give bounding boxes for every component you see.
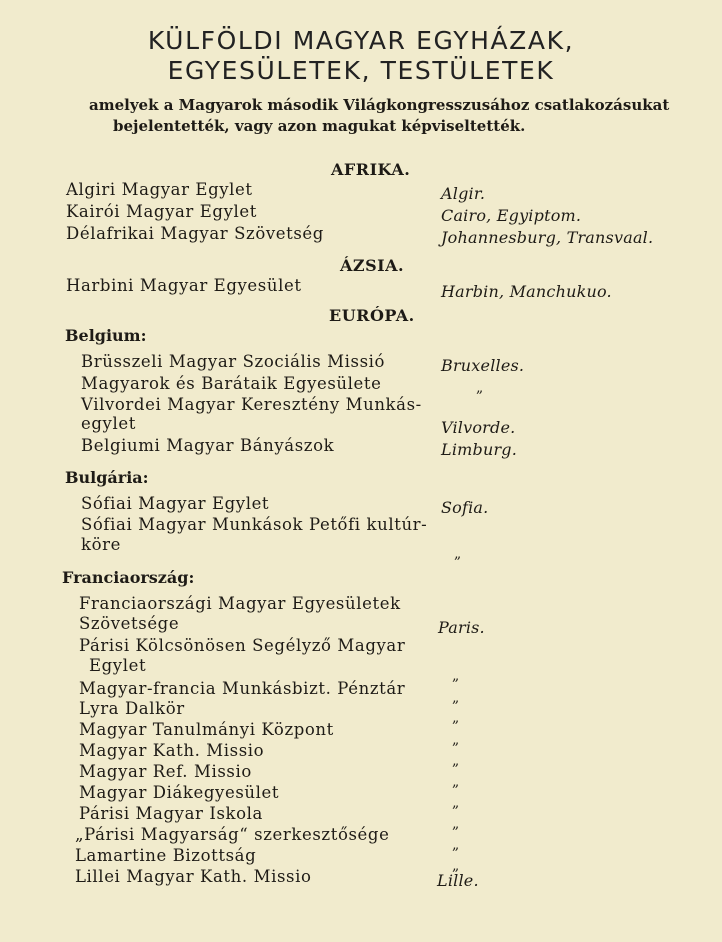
list-item-name: Lyra Dalkör	[79, 699, 185, 718]
list-item-location-ditto: „	[452, 795, 460, 811]
country-heading-belgium: Belgium:	[65, 326, 147, 345]
region-heading-europa: EURÓPA.	[329, 306, 415, 325]
list-item-name: Délafrikai Magyar Szövetség	[66, 224, 324, 243]
list-item-location-ditto: „	[452, 690, 460, 706]
list-item-name: Magyar-francia Munkásbizt. Pénztár	[79, 679, 406, 698]
list-item-location-ditto: „	[454, 546, 462, 562]
country-heading-franciaorszag: Franciaország:	[62, 568, 195, 587]
list-item-location-ditto: „	[452, 753, 460, 769]
list-item-name: Algiri Magyar Egylet	[66, 180, 253, 199]
list-item-location-ditto: „	[452, 710, 460, 726]
list-item-name: Magyar Ref. Missio	[79, 762, 252, 781]
list-item-name: Magyar Kath. Missio	[79, 741, 265, 760]
list-item-location: Harbin, Manchukuo.	[441, 282, 612, 301]
list-item-location-ditto: „	[452, 816, 460, 832]
list-item-location: Lille.	[437, 871, 479, 890]
list-item-location: Cairo, Egyiptom.	[441, 206, 582, 225]
subtitle-line-1: amelyek a Magyarok második Világkongresszusához csatlakozásukat	[89, 96, 670, 114]
list-item-location: Limburg.	[441, 440, 518, 459]
list-item-location: Sofia.	[441, 498, 489, 517]
list-item-location: Algir.	[441, 184, 486, 203]
list-item-name-continued: egylet	[81, 414, 136, 433]
region-heading-afrika: AFRIKA.	[331, 160, 411, 179]
list-item-location-ditto: „	[476, 380, 484, 396]
list-item-location: Vilvorde.	[441, 418, 516, 437]
list-item-name-continued: Szövetsége	[79, 614, 180, 633]
list-item-name: Magyar Diákegyesület	[79, 783, 280, 802]
list-item-name: Lillei Magyar Kath. Missio	[75, 867, 312, 886]
list-item-name: Harbini Magyar Egyesület	[66, 276, 302, 295]
list-item-name: Kairói Magyar Egylet	[66, 202, 257, 221]
list-item-location-ditto: „	[452, 774, 460, 790]
list-item-name: Sófiai Magyar Egylet	[81, 494, 270, 513]
list-item-name: Franciaországi Magyar Egyesületek	[79, 594, 401, 613]
list-item-location-ditto: „	[452, 668, 460, 684]
region-heading-azsia: ÁZSIA.	[340, 256, 405, 275]
list-item-name-continued: köre	[81, 535, 121, 554]
list-item-name: Belgiumi Magyar Bányászok	[81, 436, 335, 455]
page-title-line-1: KÜLFÖLDI MAGYAR EGYHÁZAK,	[147, 26, 575, 55]
list-item-name-continued: Egylet	[89, 656, 147, 675]
list-item-location-ditto: „	[452, 732, 460, 748]
subtitle-line-2: bejelentették, vagy azon magukat képviseltették.	[113, 117, 526, 135]
page-title-line-2: EGYESÜLETEK, TESTÜLETEK	[167, 56, 555, 85]
list-item-name: Párisi Kölcsönösen Segélyző Magyar	[79, 636, 406, 655]
list-item-location-ditto: „	[452, 837, 460, 853]
list-item-name: Brüsszeli Magyar Szociális Missió	[81, 352, 386, 371]
list-item-location: Johannesburg, Transvaal.	[441, 228, 654, 247]
list-item-location: Bruxelles.	[441, 356, 525, 375]
list-item-name: Párisi Magyar Iskola	[79, 804, 263, 823]
list-item-name: Sófiai Magyar Munkások Petőfi kultúr-	[81, 515, 428, 534]
list-item-name: Vilvordei Magyar Keresztény Munkás-	[81, 395, 422, 414]
list-item-name: Magyar Tanulmányi Központ	[79, 720, 334, 739]
list-item-name: Lamartine Bizottság	[75, 846, 257, 865]
list-item-location: Paris.	[438, 618, 485, 637]
list-item-name: Magyarok és Barátaik Egyesülete	[81, 374, 382, 393]
list-item-name: „Párisi Magyarság“ szerkesztősége	[75, 825, 390, 844]
list-item-location-ditto: „	[452, 858, 460, 874]
country-heading-bulgaria: Bulgária:	[65, 468, 149, 487]
